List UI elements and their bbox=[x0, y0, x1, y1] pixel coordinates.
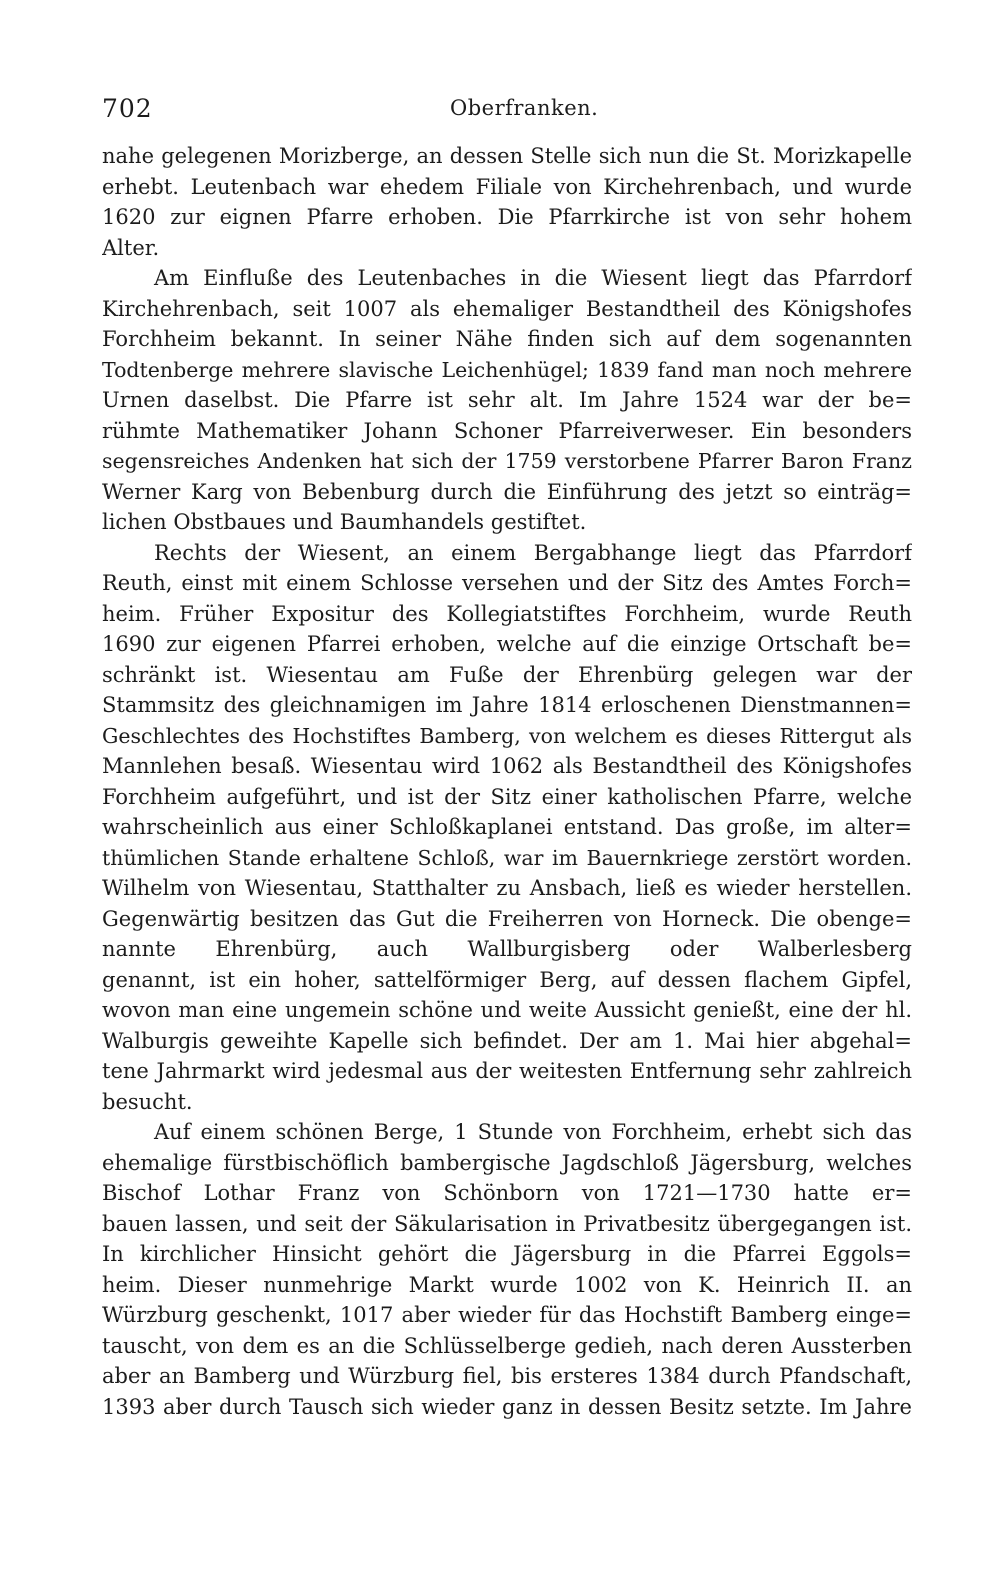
text-line: lichen Obstbaues und Baumhandels gestiftet. bbox=[102, 510, 587, 534]
text-line: heim. Dieser nunmehrige Markt wurde 1002 von K. Heinrich II. an bbox=[102, 1272, 912, 1297]
text-line: heim. Früher Expositur des Kollegiatstiftes Forchheim, wurde Reuth bbox=[102, 601, 912, 626]
text-line: ehemalige fürstbischöflich bambergische Jagdschloß Jägersburg, welches bbox=[102, 1150, 912, 1175]
text-line: Rechts der Wiesent, an einem Bergabhange liegt das Pfarrdorf bbox=[154, 540, 912, 565]
text-line: tauscht, von dem es an die Schlüsselberge gedieh, nach deren Aussterben bbox=[102, 1333, 912, 1358]
text-line: In kirchlicher Hinsicht gehört die Jägersburg in die Pfarrei Eggols= bbox=[102, 1242, 912, 1266]
text-line: tene Jahrmarkt wird jedesmal aus der weitesten Entfernung sehr zahlreich bbox=[102, 1059, 912, 1083]
text-line: Forchheim aufgeführt, und ist der Sitz einer katholischen Pfarre, welche bbox=[102, 784, 912, 809]
text-line: wahrscheinlich aus einer Schloßkaplanei entstand. Das große, im alter= bbox=[102, 815, 912, 839]
text-line: schränkt ist. Wiesentau am Fuße der Ehrenbürg gelegen war der bbox=[102, 662, 912, 687]
text-line: Stammsitz des gleichnamigen im Jahre 1814 erloschenen Dienstmannen= bbox=[102, 693, 912, 717]
text-line: Urnen daselbst. Die Pfarre ist sehr alt. Im Jahre 1524 war der be= bbox=[102, 388, 912, 412]
text-line: Werner Karg von Bebenburg durch die Einführung des jetzt so einträg= bbox=[102, 479, 912, 504]
text-line: besucht. bbox=[102, 1089, 193, 1114]
text-line: Alter. bbox=[102, 235, 160, 260]
text-line: Walburgis geweihte Kapelle sich befindet. Der am 1. Mai hier abgehal= bbox=[102, 1028, 912, 1053]
text-line: Forchheim bekannt. In seiner Nähe finden sich auf dem sogenannten bbox=[102, 327, 912, 351]
text-line: Bischof Lothar Franz von Schönborn von 1721—1730 hatte er= bbox=[102, 1181, 912, 1205]
text-line: aber an Bamberg und Würzburg fiel, bis ersteres 1384 durch Pfandschaft, bbox=[102, 1364, 912, 1388]
text-line: 1690 zur eigenen Pfarrei erhoben, welche auf die einzige Ortschaft be= bbox=[102, 632, 912, 656]
text-line: 1393 aber durch Tausch sich wieder ganz in dessen Besitz setzte. Im Jahre bbox=[102, 1394, 912, 1419]
text-line: nannte Ehrenbürg, auch Wallburgisberg oder Walberlesberg bbox=[102, 937, 912, 961]
text-line: Am Einfluße des Leutenbaches in die Wiesent liegt das Pfarrdorf bbox=[154, 266, 912, 290]
page-number: 702 bbox=[102, 94, 153, 123]
text-line: rühmte Mathematiker Johann Schoner Pfarreiverweser. Ein besonders bbox=[102, 418, 912, 443]
text-line: Reuth, einst mit einem Schlosse versehen und der Sitz des Amtes Forch= bbox=[102, 571, 912, 595]
text-line: Würzburg geschenkt, 1017 aber wieder für das Hochstift Bamberg einge= bbox=[102, 1303, 912, 1327]
text-line: Gegenwärtig besitzen das Gut die Freiherren von Horneck. Die obenge= bbox=[102, 906, 912, 931]
text-line: Todtenberge mehrere slavische Leichenhügel; 1839 fand man noch mehrere bbox=[102, 357, 912, 382]
page-header bbox=[102, 94, 912, 124]
text-line: nahe gelegenen Morizberge, an dessen Stelle sich nun die St. Morizkapelle bbox=[102, 144, 912, 168]
text-line: segensreiches Andenken hat sich der 1759 verstorbene Pfarrer Baron Franz bbox=[102, 449, 912, 473]
text-line: bauen lassen, und seit der Säkularisation in Privatbesitz übergegangen ist. bbox=[102, 1211, 912, 1236]
text-line: Auf einem schönen Berge, 1 Stunde von Forchheim, erhebt sich das bbox=[154, 1120, 912, 1144]
body-text bbox=[102, 141, 912, 1422]
text-line: thümlichen Stande erhaltene Schloß, war im Bauernkriege zerstört worden. bbox=[102, 845, 912, 870]
running-head: Oberfranken. bbox=[450, 96, 599, 120]
text-line: genannt, ist ein hoher, sattelförmiger Berg, auf dessen flachem Gipfel, bbox=[102, 967, 912, 992]
text-line: erhebt. Leutenbach war ehedem Filiale von Kirchehrenbach, und wurde bbox=[102, 174, 912, 199]
text-line: Geschlechtes des Hochstiftes Bamberg, von welchem es dieses Rittergut als bbox=[102, 723, 912, 748]
text-line: Mannlehen besaß. Wiesentau wird 1062 als Bestandtheil des Königshofes bbox=[102, 754, 912, 778]
text-line: Wilhelm von Wiesentau, Statthalter zu Ansbach, ließ es wieder herstellen. bbox=[102, 876, 912, 900]
text-line: Kirchehrenbach, seit 1007 als ehemaliger Bestandtheil des Königshofes bbox=[102, 296, 912, 321]
text-line: wovon man eine ungemein schöne und weite Aussicht genießt, eine der hl. bbox=[102, 998, 912, 1022]
text-line: 1620 zur eignen Pfarre erhoben. Die Pfarrkirche ist von sehr hohem bbox=[102, 205, 912, 229]
